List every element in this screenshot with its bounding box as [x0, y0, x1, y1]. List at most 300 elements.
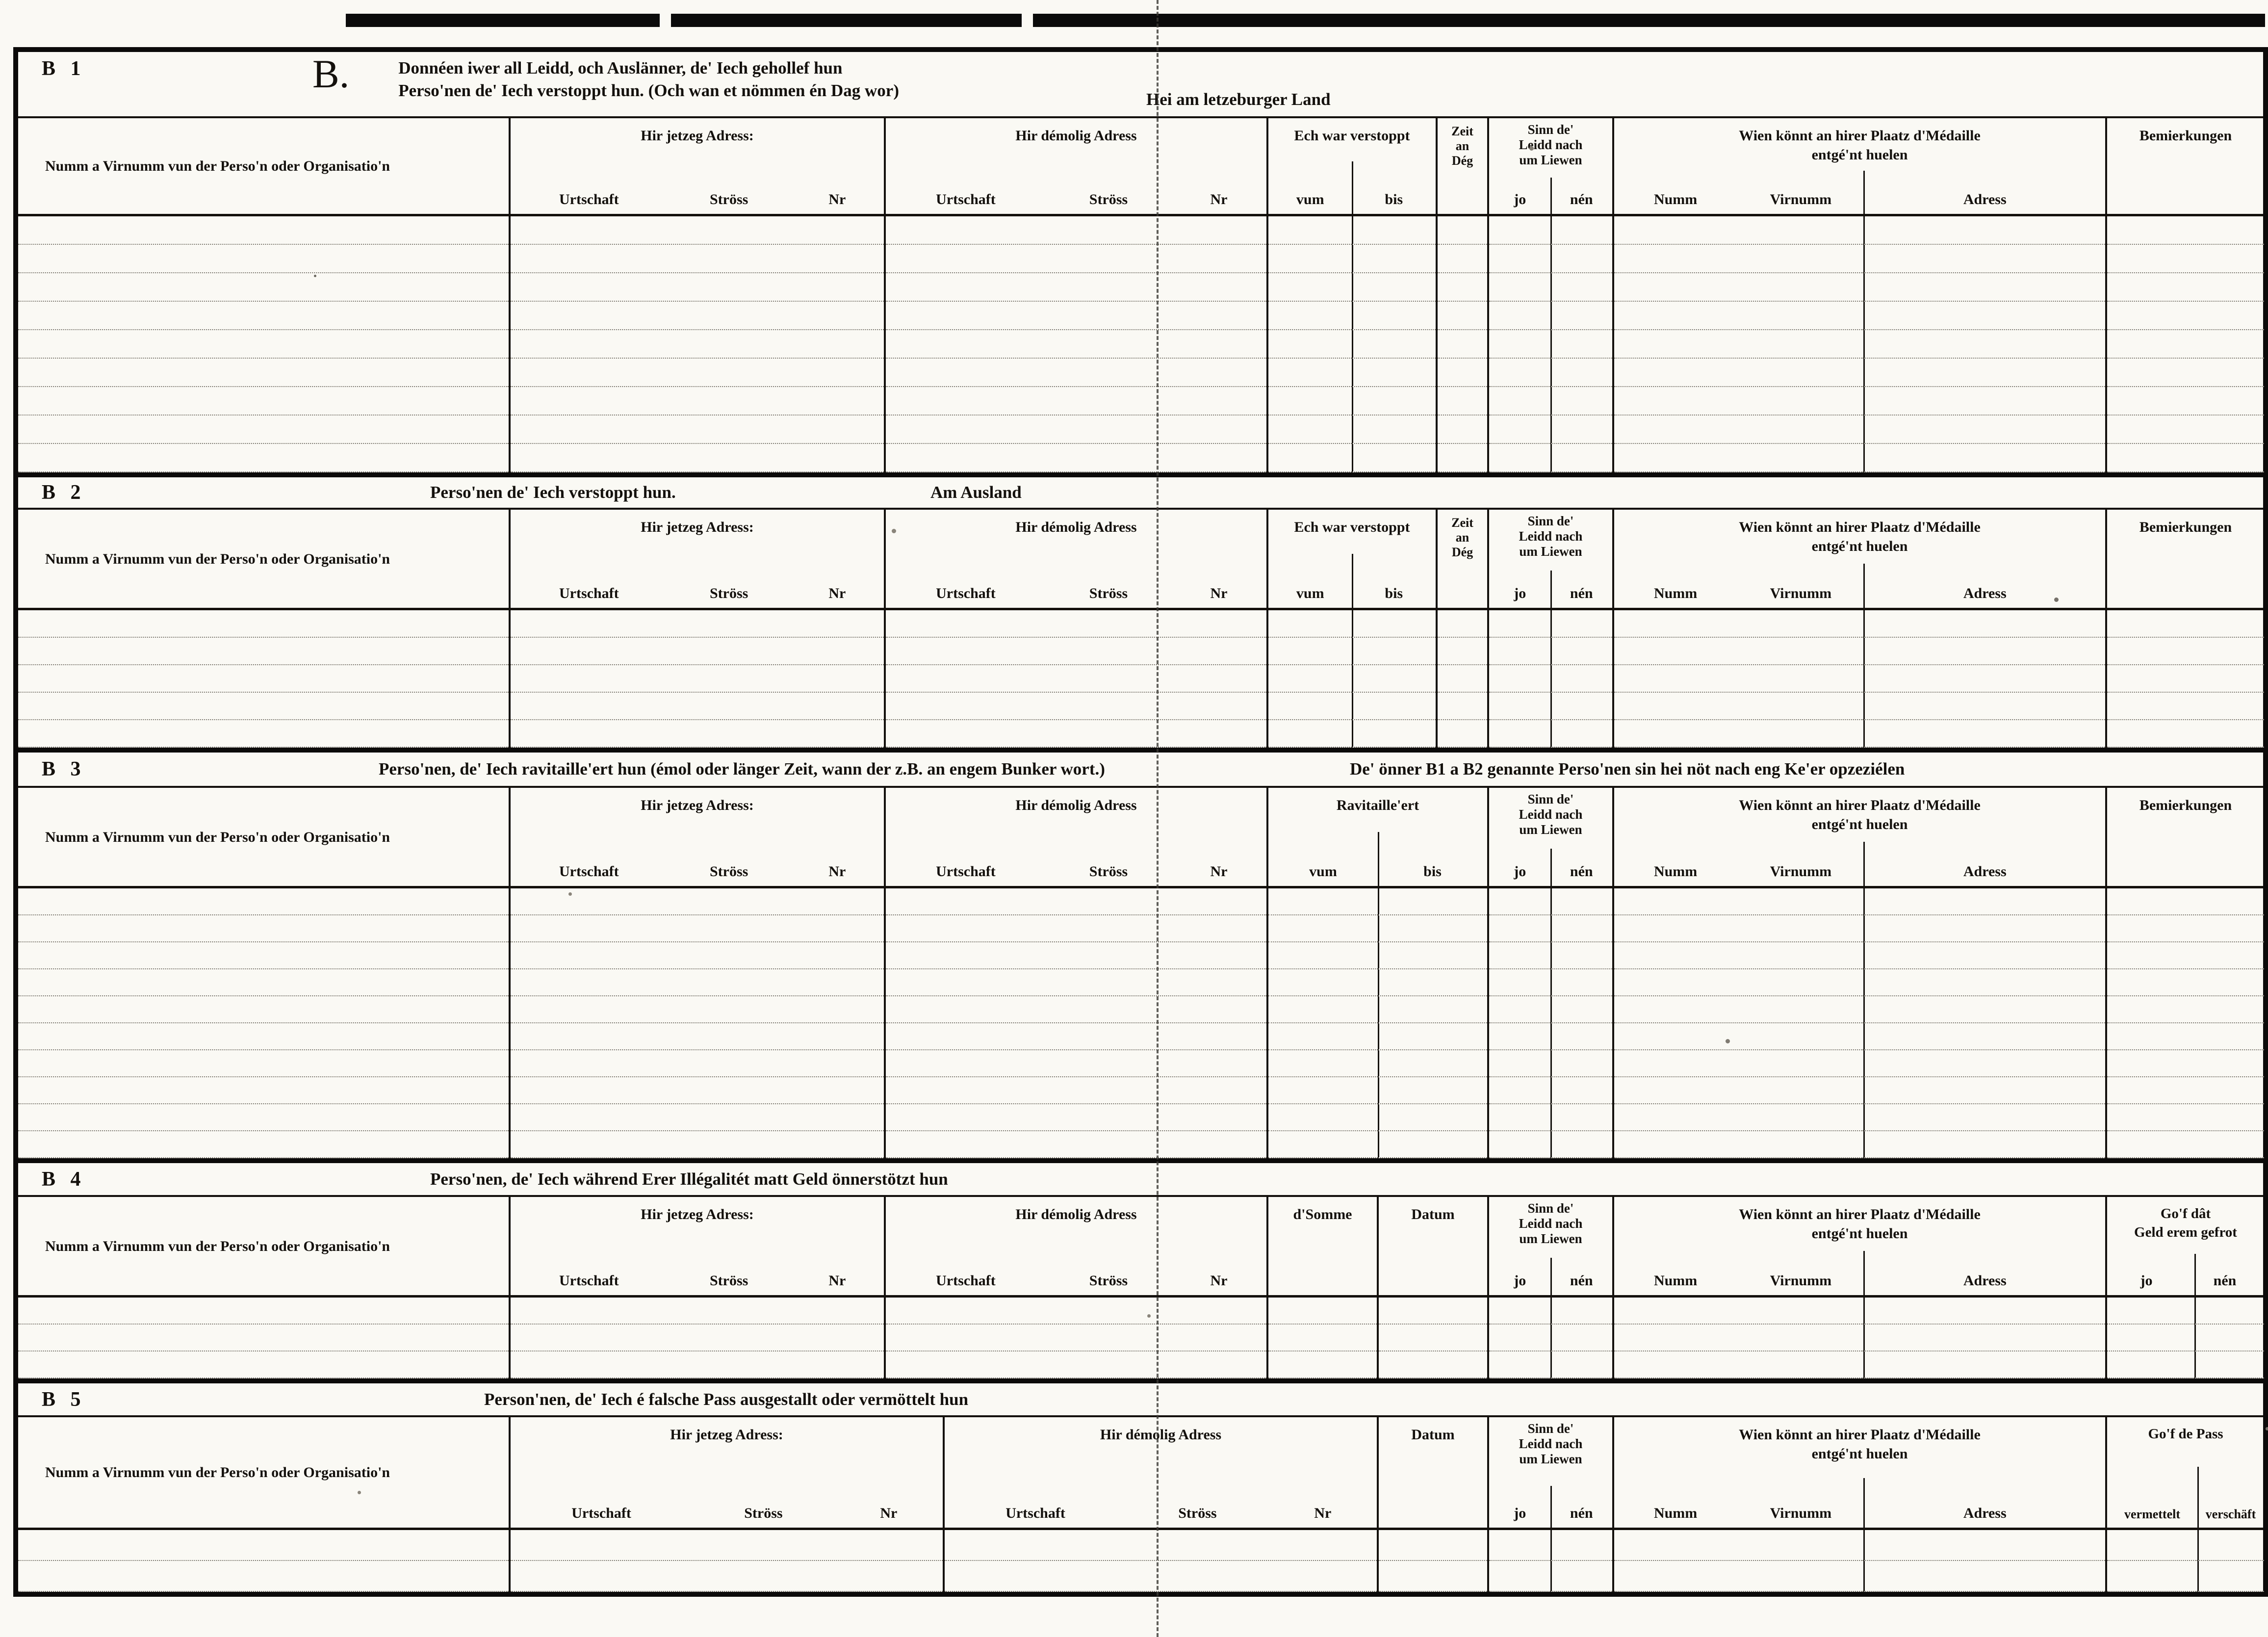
sublabel-adress: Adress: [1963, 191, 2007, 208]
row-cellgroup-verstoppt: [1266, 665, 1436, 693]
row-cellgroup-bem: [2105, 969, 2264, 996]
blank-cell-name: [18, 245, 509, 273]
blank-cell-jetzeg: [511, 444, 884, 472]
row-cellgroup-ravitaille: [1266, 1077, 1487, 1104]
blank-cell-datum: [1379, 1298, 1487, 1325]
blank-cell-demolig: [886, 1077, 1266, 1104]
column-header-zeit: [1436, 118, 1487, 214]
blank-cell-bem: [2107, 1104, 2264, 1131]
row-cellgroup-zeit: [1436, 359, 1487, 387]
blank-cell-verstoppt: [1268, 216, 1352, 245]
blank-cell-gofgeld: [2194, 1325, 2264, 1351]
blank-cell-verstoppt: [1352, 216, 1436, 245]
blank-row: [18, 693, 2263, 720]
column-label: [1379, 1417, 1487, 1444]
row-cellgroup-zeit: [1436, 387, 1487, 416]
blank-cell-wien: [1863, 1023, 2105, 1050]
sublabel-strss: Ströss: [744, 1505, 783, 1521]
header-sub-divider: [1863, 171, 1865, 214]
blank-cell-wien: [1614, 1023, 1863, 1050]
column-header-sinn: [1487, 1417, 1612, 1528]
row-cellgroup-demolig: [884, 1023, 1266, 1050]
header-sub-divider: [1550, 571, 1552, 608]
row-cellgroup-name: [18, 969, 509, 996]
column-label-line: Bemierkungen: [2139, 797, 2232, 813]
blank-row: [18, 1530, 2263, 1561]
blank-cell-jetzeg: [511, 996, 884, 1023]
row-cellgroup-datum: [1377, 1325, 1487, 1351]
row-cellgroup-verstoppt: [1266, 444, 1436, 472]
row-cellgroup-jetzeg: [509, 416, 884, 444]
row-cellgroup-demolig: [884, 1325, 1266, 1351]
blank-cell-zeit: [1438, 302, 1487, 330]
column-label: [511, 1197, 884, 1224]
sublabel-numm: Numm: [1653, 585, 1698, 601]
column-sublabels: [511, 191, 884, 214]
blank-cell-sinn: [1550, 1530, 1612, 1561]
section-b2: [18, 472, 2263, 748]
blank-row: [18, 245, 2263, 273]
blank-cell-sinn: [1550, 915, 1612, 942]
row-cellgroup-demolig5: [943, 1561, 1377, 1592]
row-cellgroup-bem: [2105, 665, 2264, 693]
blank-cell-wien: [1614, 302, 1863, 330]
blank-cell-wien: [1863, 1561, 2105, 1592]
blank-cell-wien: [1863, 1077, 2105, 1104]
sublabel-jo: jo: [1514, 1273, 1526, 1289]
previous-row-remnant-bar: [671, 14, 1022, 27]
column-sublabels: [886, 1273, 1266, 1295]
row-cellgroup-jetzeg: [509, 1298, 884, 1325]
blank-cell-wien: [1863, 444, 2105, 472]
section-title-row: [18, 1383, 2263, 1417]
column-label: [1268, 788, 1487, 815]
row-cellgroup-name: [18, 416, 509, 444]
row-cellgroup-demolig: [884, 1050, 1266, 1077]
blank-cell-jetzeg5: [511, 1530, 943, 1561]
column-label: [1268, 1197, 1377, 1224]
column-label-line: Hir jetzeg Adress:: [641, 797, 754, 813]
column-header-row: [18, 1197, 2263, 1298]
column-sublabels: [511, 585, 884, 608]
blank-cell-name: [18, 1050, 509, 1077]
blank-cell-sinn: [1550, 273, 1612, 302]
section-title: [398, 57, 899, 102]
blank-cell-demolig: [886, 1298, 1266, 1325]
blank-cell-zeit: [1438, 359, 1487, 387]
sublabel-urtschaft: Urtschaft: [936, 863, 996, 880]
blank-cell-bem: [2107, 330, 2264, 359]
blank-row: [18, 330, 2263, 359]
row-cellgroup-demolig: [884, 969, 1266, 996]
column-sublabels: [511, 1505, 943, 1528]
blank-cell-jetzeg: [511, 915, 884, 942]
column-label-line: Leidd nach: [1519, 1436, 1583, 1452]
blank-row: [18, 1298, 2263, 1325]
sublabel-nr: Nr: [828, 1273, 846, 1289]
column-label: [886, 118, 1266, 145]
blank-cell-sinn: [1489, 720, 1550, 748]
section-title: [430, 1168, 948, 1191]
blank-cell-sinn: [1489, 330, 1550, 359]
column-header-name: [18, 1197, 509, 1295]
row-cellgroup-gofpass: [2105, 1561, 2264, 1592]
row-cellgroup-bem: [2105, 359, 2264, 387]
blank-cell-name: [18, 996, 509, 1023]
blank-cell-wien: [1863, 610, 2105, 638]
blank-cell-wien: [1863, 638, 2105, 665]
blank-cell-wien: [1614, 996, 1863, 1023]
column-label-line: Wien könnt an hirer Plaatz d'Médaille: [1739, 1206, 1981, 1222]
scan-noise-specks: [314, 275, 316, 277]
section-title-line: Perso'nen de' Iech verstoppt hun. (Och wan et nömmen én Dag wor): [398, 80, 899, 100]
blank-cell-demolig: [886, 1104, 1266, 1131]
row-cellgroup-bem: [2105, 996, 2264, 1023]
blank-cell-gofpass: [2107, 1530, 2197, 1561]
column-header-datum: [1377, 1417, 1487, 1528]
column-label: [18, 1237, 509, 1256]
sublabel-nr: Nr: [1210, 585, 1228, 601]
column-label: [511, 1417, 943, 1444]
row-cellgroup-demolig: [884, 1104, 1266, 1131]
column-label-line: Geld erem gefrot: [2134, 1224, 2237, 1240]
row-cellgroup-wien: [1612, 273, 2105, 302]
blank-cell-verstoppt: [1352, 416, 1436, 444]
blank-cell-ravitaille: [1268, 1077, 1378, 1104]
column-label-line: Sinn de': [1527, 1421, 1574, 1436]
row-cellgroup-bem: [2105, 330, 2264, 359]
sublabel-bis: bis: [1385, 585, 1403, 601]
blank-cell-demolig: [886, 888, 1266, 915]
blank-cell-wien: [1614, 693, 1863, 720]
row-cellgroup-verstoppt: [1266, 245, 1436, 273]
row-cellgroup-name: [18, 1561, 509, 1592]
column-label: [1268, 118, 1436, 145]
blank-cell-demolig: [886, 1325, 1266, 1351]
blank-cell-name: [18, 1104, 509, 1131]
row-cellgroup-jetzeg: [509, 1023, 884, 1050]
blank-cell-demolig: [886, 416, 1266, 444]
blank-cell-jetzeg: [511, 245, 884, 273]
header-sub-divider: [1863, 1251, 1865, 1295]
row-cellgroup-wien: [1612, 915, 2105, 942]
sublabel-nn: nén: [1570, 1273, 1593, 1289]
row-cellgroup-name: [18, 1050, 509, 1077]
row-cellgroup-verstoppt: [1266, 638, 1436, 665]
sublabel-virnumm: Virnumm: [1770, 191, 1832, 208]
sublabel-nr: Nr: [880, 1505, 898, 1521]
sublabel-strss: Ströss: [1089, 191, 1128, 208]
section-title-row: [18, 1163, 2263, 1197]
page-fold-line: [1157, 0, 1159, 1637]
column-label: [1614, 788, 2105, 834]
blank-cell-demolig5: [945, 1530, 1377, 1561]
sublabel-urtschaft: Urtschaft: [559, 1273, 619, 1289]
blank-row: [18, 359, 2263, 387]
blank-cell-ravitaille: [1378, 1104, 1487, 1131]
blank-cell-wien: [1863, 1530, 2105, 1561]
row-cellgroup-sinn: [1487, 915, 1612, 942]
row-cellgroup-demolig: [884, 302, 1266, 330]
blank-cell-wien: [1614, 1561, 1863, 1592]
blank-cell-jetzeg: [511, 330, 884, 359]
row-cellgroup-wien: [1612, 444, 2105, 472]
blank-cell-wien: [1863, 1351, 2105, 1378]
blank-cell-name: [18, 387, 509, 416]
blank-cell-wien: [1614, 1077, 1863, 1104]
blank-cell-verstoppt: [1268, 693, 1352, 720]
blank-cell-jetzeg: [511, 359, 884, 387]
ruled-rows: [18, 888, 2263, 1158]
blank-cell-sinn: [1489, 888, 1550, 915]
row-cellgroup-jetzeg: [509, 1131, 884, 1158]
row-cellgroup-jetzeg: [509, 693, 884, 720]
blank-cell-name: [18, 1325, 509, 1351]
row-cellgroup-verstoppt: [1266, 387, 1436, 416]
sublabel-jo: jo: [2140, 1273, 2153, 1289]
blank-row: [18, 720, 2263, 748]
row-cellgroup-ravitaille: [1266, 996, 1487, 1023]
row-cellgroup-wien: [1612, 1104, 2105, 1131]
blank-cell-verstoppt: [1352, 444, 1436, 472]
blank-cell-sinn: [1550, 693, 1612, 720]
blank-cell-demolig: [886, 273, 1266, 302]
blank-cell-wien: [1614, 359, 1863, 387]
row-cellgroup-verstoppt: [1266, 359, 1436, 387]
blank-cell-bem: [2107, 915, 2264, 942]
column-header-ravitaille: [1266, 788, 1487, 886]
column-header-wien: [1612, 510, 2105, 608]
row-cellgroup-wien: [1612, 1023, 2105, 1050]
row-cellgroup-demolig: [884, 245, 1266, 273]
row-cellgroup-name: [18, 720, 509, 748]
row-cellgroup-jetzeg: [509, 888, 884, 915]
blank-cell-jetzeg: [511, 610, 884, 638]
column-label: [1489, 1417, 1612, 1467]
column-header-row: [18, 1417, 2263, 1530]
previous-row-remnant-bar: [346, 14, 660, 27]
blank-cell-sinn: [1489, 915, 1550, 942]
row-cellgroup-demolig: [884, 942, 1266, 969]
row-cellgroup-gofgeld: [2105, 1298, 2264, 1325]
blank-cell-wien: [1863, 273, 2105, 302]
row-cellgroup-demolig: [884, 330, 1266, 359]
blank-cell-sinn: [1550, 638, 1612, 665]
blank-cell-gofpass: [2197, 1561, 2264, 1592]
column-label-line: Wien könnt an hirer Plaatz d'Médaille: [1739, 519, 1981, 535]
blank-cell-verstoppt: [1268, 665, 1352, 693]
blank-row: [18, 1104, 2263, 1131]
blank-cell-zeit: [1438, 665, 1487, 693]
blank-cell-sinn: [1489, 1131, 1550, 1158]
row-cellgroup-wien: [1612, 387, 2105, 416]
header-sub-divider: [2194, 1254, 2196, 1295]
blank-row: [18, 638, 2263, 665]
row-cellgroup-sinn: [1487, 1561, 1612, 1592]
blank-row: [18, 387, 2263, 416]
row-cellgroup-name: [18, 245, 509, 273]
row-cellgroup-demolig: [884, 1351, 1266, 1378]
column-label: [511, 788, 884, 815]
blank-cell-sinn: [1489, 1561, 1550, 1592]
blank-cell-sinn: [1550, 245, 1612, 273]
sublabel-jo: jo: [1514, 585, 1526, 601]
sublabel-nr: Nr: [1210, 191, 1228, 208]
column-header-zeit: [1436, 510, 1487, 608]
blank-cell-ravitaille: [1268, 1050, 1378, 1077]
row-cellgroup-verstoppt: [1266, 330, 1436, 359]
blank-cell-wien: [1863, 216, 2105, 245]
column-label-line: Dég: [1451, 153, 1473, 168]
blank-cell-bem: [2107, 1077, 2264, 1104]
row-cellgroup-sinn: [1487, 1077, 1612, 1104]
blank-cell-wien: [1614, 638, 1863, 665]
section-id: B 4: [42, 1168, 86, 1191]
blank-cell-name: [18, 359, 509, 387]
blank-cell-gofgeld: [2107, 1351, 2194, 1378]
sublabel-numm: Numm: [1653, 863, 1698, 880]
blank-cell-wien: [1614, 915, 1863, 942]
column-sublabels: [1614, 585, 2105, 608]
blank-cell-sinn: [1489, 359, 1550, 387]
row-cellgroup-somme: [1266, 1298, 1377, 1325]
blank-cell-bem: [2107, 969, 2264, 996]
row-cellgroup-wien: [1612, 1561, 2105, 1592]
blank-row: [18, 942, 2263, 969]
row-cellgroup-name: [18, 1298, 509, 1325]
sublabel-bis: bis: [1385, 191, 1403, 208]
column-label: [1438, 510, 1487, 560]
row-cellgroup-name: [18, 273, 509, 302]
blank-cell-name: [18, 693, 509, 720]
row-cellgroup-wien: [1612, 969, 2105, 996]
row-cellgroup-wien: [1612, 942, 2105, 969]
blank-cell-wien: [1614, 1351, 1863, 1378]
blank-cell-name: [18, 720, 509, 748]
blank-cell-wien: [1614, 216, 1863, 245]
blank-cell-sinn: [1489, 1050, 1550, 1077]
blank-cell-demolig: [886, 1050, 1266, 1077]
column-label-line: entgé'nt huelen: [1811, 147, 1908, 163]
blank-cell-name: [18, 610, 509, 638]
column-sublabels: [1614, 191, 2105, 214]
section-id: B 1: [42, 57, 86, 80]
column-label: [1614, 510, 2105, 556]
header-sub-divider: [1352, 554, 1353, 608]
blank-cell-bem: [2107, 387, 2264, 416]
sublabel-strss: Ströss: [710, 863, 748, 880]
row-cellgroup-demolig: [884, 444, 1266, 472]
blank-cell-wien: [1614, 273, 1863, 302]
blank-cell-wien: [1863, 915, 2105, 942]
column-header-demolig5: [943, 1417, 1377, 1528]
blank-cell-ravitaille: [1378, 996, 1487, 1023]
blank-cell-wien: [1863, 1104, 2105, 1131]
row-cellgroup-name: [18, 359, 509, 387]
sublabel-adress: Adress: [1963, 863, 2007, 880]
row-cellgroup-sinn: [1487, 1298, 1612, 1325]
row-cellgroup-wien: [1612, 1298, 2105, 1325]
row-cellgroup-sinn: [1487, 416, 1612, 444]
sublabel-numm: Numm: [1653, 191, 1698, 208]
column-label: [511, 510, 884, 537]
blank-cell-demolig: [886, 330, 1266, 359]
row-cellgroup-name: [18, 638, 509, 665]
blank-cell-somme: [1268, 1298, 1377, 1325]
blank-row: [18, 273, 2263, 302]
blank-cell-sinn: [1550, 942, 1612, 969]
header-sub-divider: [1550, 849, 1552, 886]
blank-cell-zeit: [1438, 273, 1487, 302]
row-cellgroup-name: [18, 915, 509, 942]
row-cellgroup-sinn: [1487, 1351, 1612, 1378]
header-sub-divider: [1863, 564, 1865, 608]
row-cellgroup-sinn: [1487, 1530, 1612, 1561]
blank-cell-bem: [2107, 1131, 2264, 1158]
blank-cell-name: [18, 942, 509, 969]
column-label-line: Leidd nach: [1519, 137, 1583, 153]
row-cellgroup-wien: [1612, 330, 2105, 359]
sublabel-urtschaft: Urtschaft: [559, 585, 619, 601]
blank-cell-verstoppt: [1352, 693, 1436, 720]
row-cellgroup-zeit: [1436, 638, 1487, 665]
column-header-verstoppt: [1266, 510, 1436, 608]
column-label-line: Numm a Virnumm vun der Perso'n oder Organisatio'n: [45, 1238, 390, 1254]
blank-cell-verstoppt: [1352, 638, 1436, 665]
blank-cell-sinn: [1550, 359, 1612, 387]
column-label-line: Wien könnt an hirer Plaatz d'Médaille: [1739, 128, 1981, 144]
blank-cell-sinn: [1550, 720, 1612, 748]
blank-cell-wien: [1863, 302, 2105, 330]
column-header-wien: [1612, 1197, 2105, 1295]
blank-cell-sinn: [1550, 1104, 1612, 1131]
row-cellgroup-jetzeg: [509, 273, 884, 302]
blank-cell-sinn: [1550, 1298, 1612, 1325]
section-title-suffix: Hei am letzeburger Land: [1146, 90, 1331, 109]
blank-cell-wien: [1863, 1050, 2105, 1077]
blank-cell-sinn: [1550, 610, 1612, 638]
row-cellgroup-jetzeg: [509, 1104, 884, 1131]
blank-cell-name: [18, 416, 509, 444]
row-cellgroup-zeit: [1436, 245, 1487, 273]
sublabel-jo: jo: [1514, 1505, 1526, 1521]
row-cellgroup-bem: [2105, 1023, 2264, 1050]
row-cellgroup-wien: [1612, 1530, 2105, 1561]
row-cellgroup-bem: [2105, 387, 2264, 416]
row-cellgroup-jetzeg: [509, 610, 884, 638]
blank-cell-bem: [2107, 665, 2264, 693]
blank-cell-demolig: [886, 1023, 1266, 1050]
sublabel-strss: Ströss: [710, 585, 748, 601]
column-sublabels: [945, 1505, 1377, 1528]
blank-cell-verstoppt: [1352, 245, 1436, 273]
blank-cell-bem: [2107, 888, 2264, 915]
section-title: [484, 1388, 968, 1411]
blank-cell-bem: [2107, 444, 2264, 472]
column-label-line: Hir jetzeg Adress:: [641, 519, 754, 535]
column-label-line: Ravitaille'ert: [1336, 797, 1419, 813]
blank-cell-zeit: [1438, 638, 1487, 665]
blank-cell-sinn: [1489, 638, 1550, 665]
blank-cell-zeit: [1438, 720, 1487, 748]
sublabel-virnumm: Virnumm: [1770, 863, 1832, 880]
column-label: [886, 510, 1266, 537]
blank-row: [18, 216, 2263, 245]
header-sub-divider: [1550, 178, 1552, 214]
section-title-row: [18, 477, 2263, 510]
sublabel-virnumm: Virnumm: [1770, 585, 1832, 601]
row-cellgroup-gofgeld: [2105, 1325, 2264, 1351]
